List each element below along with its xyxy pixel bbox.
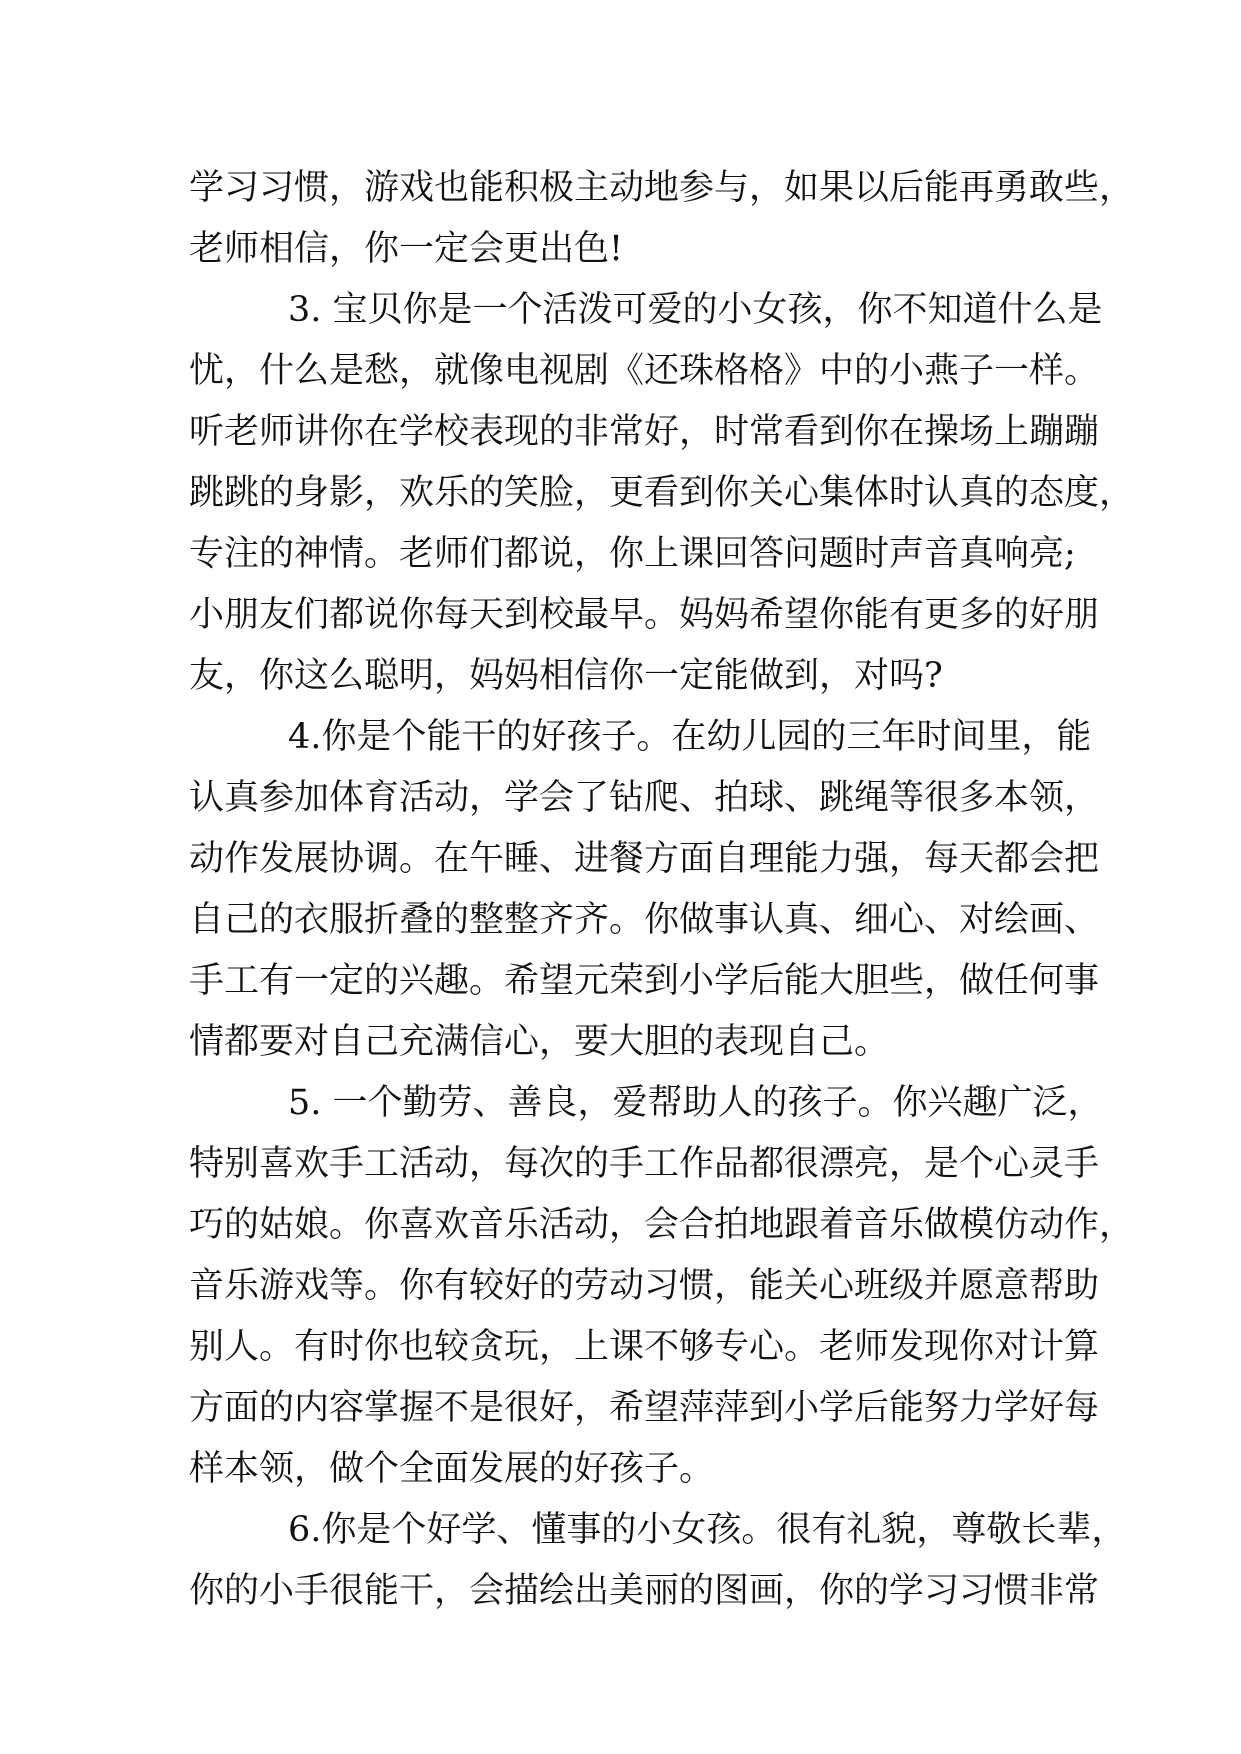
text-line: 特别喜欢手工活动，每次的手工作品都很漂亮，是个心灵手 <box>189 1144 1100 1184</box>
text-line: 方面的内容掌握不是很好，希望萍萍到小学后能努力学好每 <box>189 1388 1100 1428</box>
paragraph-first-line: 3. 宝贝你是一个活泼可爱的小女孩，你不知道什么是 <box>288 290 1103 330</box>
text-line: 样本领，做个全面发展的好孩子。 <box>189 1449 715 1489</box>
text-line: 老师相信，你一定会更出色! <box>189 229 624 269</box>
text-line: 忧，什么是愁，就像电视剧《还珠格格》中的小燕子一样。 <box>189 351 1100 391</box>
text-line: 跳跳的身影，欢乐的笑脸，更看到你关心集体时认真的态度， <box>189 473 1135 513</box>
document-body <box>189 158 1135 1622</box>
text-line: 认真参加体育活动，学会了钻爬、拍球、跳绳等很多本领， <box>189 778 1100 818</box>
text-line: 手工有一定的兴趣。希望元荣到小学后能大胆些，做任何事 <box>189 961 1100 1001</box>
text-line: 音乐游戏等。你有较好的劳动习惯，能关心班级并愿意帮助 <box>189 1266 1100 1306</box>
text-line: 学习习惯，游戏也能积极主动地参与，如果以后能再勇敢些， <box>189 168 1135 208</box>
text-line: 动作发展协调。在午睡、进餐方面自理能力强，每天都会把 <box>189 839 1100 879</box>
text-line: 自己的衣服折叠的整整齐齐。你做事认真、细心、对绘画、 <box>189 900 1100 940</box>
paragraph-first-line: 5. 一个勤劳、善良，爱帮助人的孩子。你兴趣广泛， <box>288 1083 1103 1123</box>
text-line: 别人。有时你也较贪玩，上课不够专心。老师发现你对计算 <box>189 1327 1100 1367</box>
text-line: 专注的神情。老师们都说，你上课回答问题时声音真响亮; <box>189 534 1076 574</box>
paragraph-first-line: 4.你是个能干的好孩子。在幼儿园的三年时间里，能 <box>288 717 1092 757</box>
paragraph-first-line: 6.你是个好学、懂事的小女孩。很有礼貌，尊敬长辈， <box>288 1510 1127 1550</box>
text-line: 你的小手很能干，会描绘出美丽的图画，你的学习习惯非常 <box>189 1571 1100 1611</box>
text-line: 巧的姑娘。你喜欢音乐活动，会合拍地跟着音乐做模仿动作， <box>189 1205 1135 1245</box>
text-line: 听老师讲你在学校表现的非常好，时常看到你在操场上蹦蹦 <box>189 412 1100 452</box>
text-line: 情都要对自己充满信心，要大胆的表现自己。 <box>189 1022 890 1062</box>
text-line: 小朋友们都说你每天到校最早。妈妈希望你能有更多的好朋 <box>189 595 1100 635</box>
text-line: 友，你这么聪明，妈妈相信你一定能做到，对吗? <box>189 656 943 696</box>
